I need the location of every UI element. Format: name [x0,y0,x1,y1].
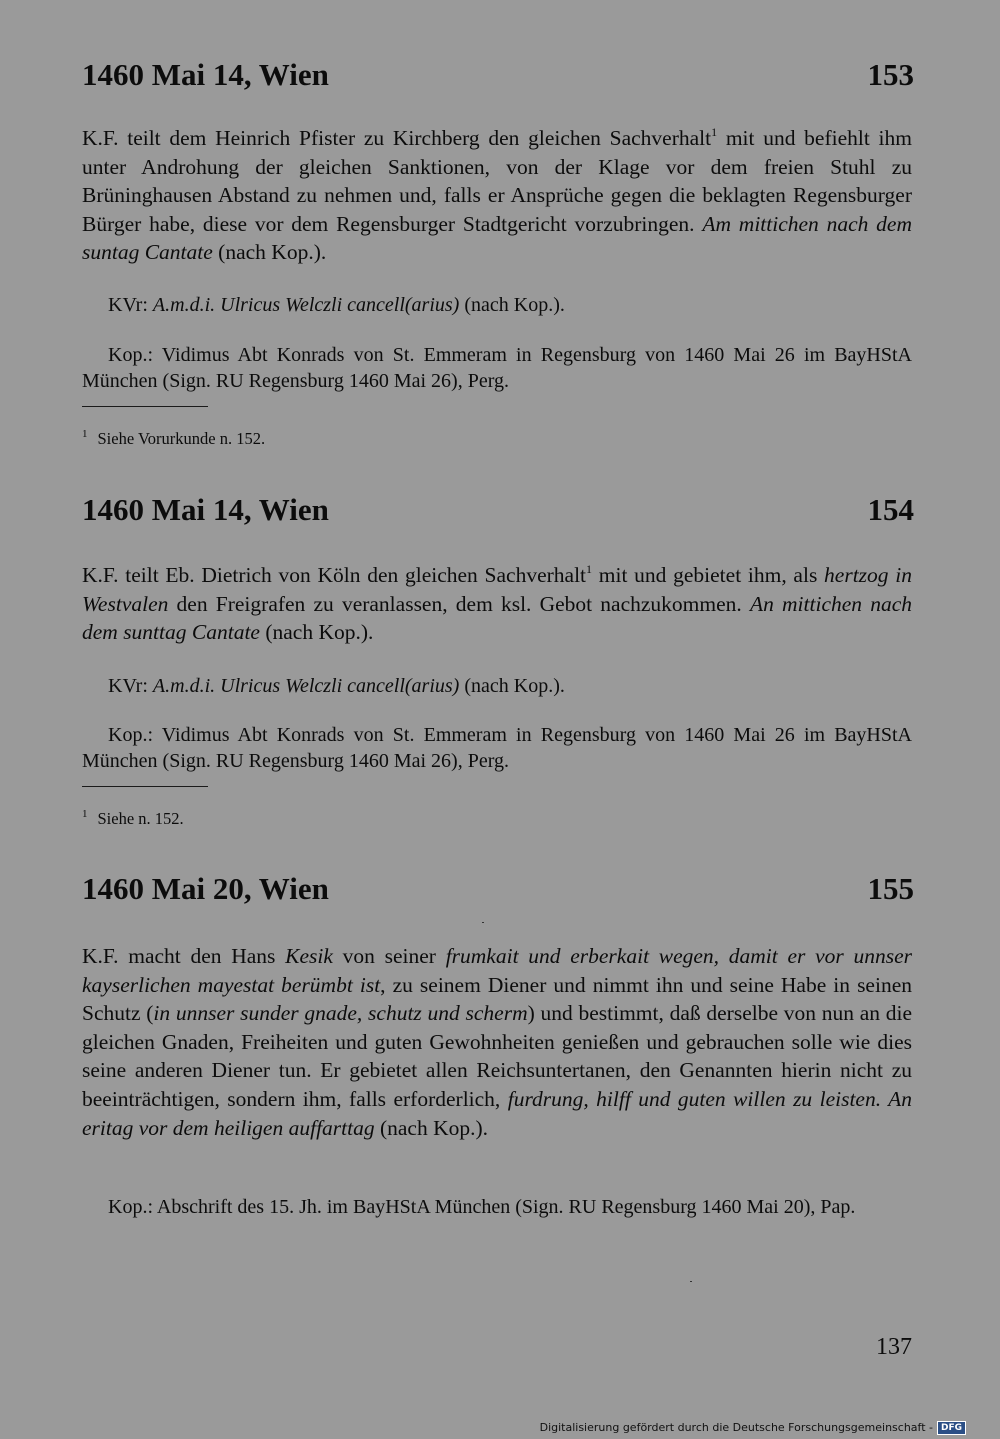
footnote-reference: 1 [711,125,718,139]
entry-number: 154 [867,492,914,527]
entry-date-place: 1460 Mai 14, Wien [82,57,329,92]
entry-number: 155 [867,871,914,906]
entry-kvr: KVr: A.m.d.i. Ulricus Welczli cancell(arius) (nach Kop.). [108,294,565,316]
entry-text: K.F. macht den Hans Kesik von seiner frumkait und erberkait wegen, damit er vor unnser kayserlichen mayestat berümbt ist, zu seinem Diener und nimmt ihn und seine Habe in seinen Schutz (in unnser sunder gnade, schutz und scherm) und bestimmt, daß derselbe von nun an die gleichen Gnaden, Freiheiten und guten Gewohnheiten genießen und gebrauchen solle wie dies seine anderen Diener tun. Er gebietet allen Reichsuntertanen, den Genannten hierin nicht zu beeinträchtigen, sondern ihm, falls erforderlich, furdrung, hilff und guten willen zu leisten. An eritag vor dem heiligen auffarttag (nach Kop.). [82,944,913,1140]
footnote: $^1$ Siehe n. 152. [82,808,184,828]
entry-text: K.F. teilt Eb. Dietrich von Köln den gleichen Sachverhalt$^1$ mit und gebietet ihm, als hertzog in Westvalen den Freigrafen zu veranlassen, dem ksl. Gebot nachzukommen. An mittichen nach dem sunttag Cantate (nach Kop.). [82,562,912,645]
page-number: 137 [876,1334,912,1360]
footnote-rule [82,786,208,787]
entry-heading [82,492,914,528]
dfg-logo: DFG [937,1421,966,1435]
entry-kop: Kop.: Vidimus Abt Konrads von St. Emmeram in Regensburg von 1460 Mai 26 im BayHStA München (Sign. RU Regensburg 1460 Mai 26), Perg. [82,724,912,772]
entry-date-place: 1460 Mai 14, Wien [82,492,329,527]
digitization-credit [540,1421,966,1435]
entry-heading [82,57,914,93]
entry-kop: Kop.: Abschrift des 15. Jh. im BayHStA München (Sign. RU Regensburg 1460 Mai 20), Pap. [108,1196,856,1218]
entry-date-place: 1460 Mai 20, Wien [82,871,329,906]
entry-kop: Kop.: Vidimus Abt Konrads von St. Emmeram in Regensburg von 1460 Mai 26 im BayHStA München (Sign. RU Regensburg 1460 Mai 26), Perg. [82,344,912,392]
scan-speck [482,922,484,923]
credit-text: Digitalisierung gefördert durch die Deutsche Forschungsgemeinschaft - [539,1421,933,1434]
footnote: $^1$ Siehe Vorurkunde n. 152. [82,428,266,448]
entry-text: K.F. teilt dem Heinrich Pfister zu Kirchberg den gleichen Sachverhalt$^1$ mit und befiehlt ihm unter Androhung der gleichen Sanktionen, von der Klage vor dem freien Stuhl zu Brüninghausen Abstand zu nehmen und, falls er Ansprüche gegen die beklagten Regensburger Bürger habe, diese vor dem Regensburger Stadtgericht vorzubringen. Am mittichen nach dem suntag Cantate (nach Kop.). [82,125,912,265]
entry-kvr: KVr: A.m.d.i. Ulricus Welczli cancell(arius) (nach Kop.). [108,675,565,697]
entry-number: 153 [867,57,914,92]
footnote-rule [82,406,208,407]
entry-heading [82,871,914,907]
scan-speck [690,1281,692,1282]
footnote-reference: 1 [586,562,593,576]
